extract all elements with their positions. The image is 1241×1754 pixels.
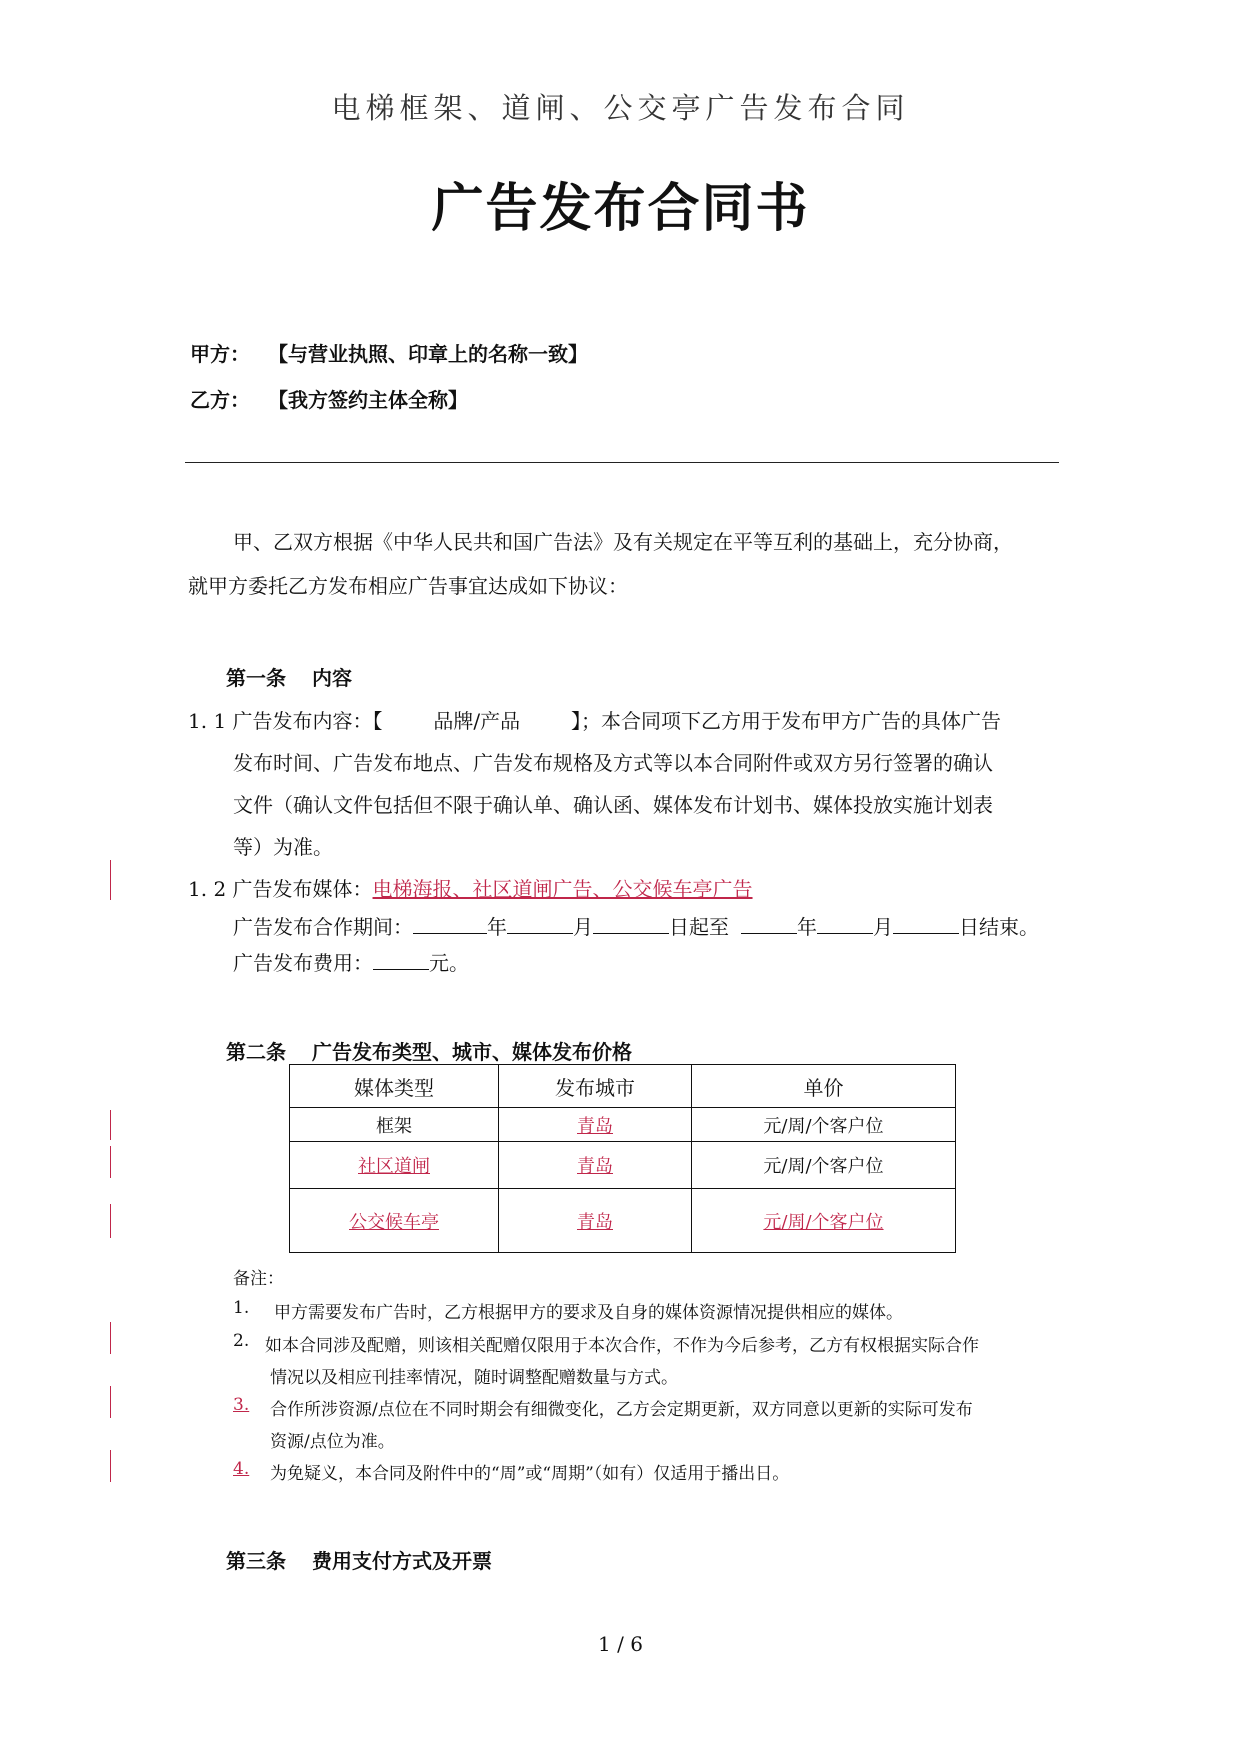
article-2-number: 第二条	[226, 1040, 286, 1064]
party-a	[190, 338, 588, 367]
note-3-line-1: 合作所涉资源/点位在不同时期会有细微变化，乙方会定期更新，双方同意以更新的实际可发布	[270, 1400, 973, 1420]
end-day-label: 日结束。	[959, 915, 1039, 939]
article-2-title: 广告发布类型、城市、媒体发布价格	[312, 1040, 632, 1064]
clause-1-2	[188, 873, 753, 902]
table-header-row	[290, 1065, 956, 1108]
clause-1-1-line-1: 1. 1 广告发布内容：【 品牌/产品 】；本合同项下乙方用于发布甲方广告的具体广告	[188, 709, 1001, 733]
cell-city: 青岛	[499, 1142, 692, 1189]
clause-1-2-media: 电梯海报、社区道闸广告、公交候车亭广告	[372, 877, 753, 901]
party-a-label: 甲方：	[190, 342, 250, 366]
cell-city: 青岛	[499, 1108, 692, 1142]
start-year-blank[interactable]	[413, 913, 487, 934]
note-2-line-1: 如本合同涉及配赠，则该相关配赠仅限用于本次合作，不作为今后参考，乙方有权根据实际合作	[265, 1336, 979, 1356]
fee-label: 广告发布费用：	[233, 951, 373, 975]
header-media-type: 媒体类型	[290, 1065, 499, 1108]
document-header: 电梯框架、道闸、公交亭广告发布合同	[331, 91, 910, 125]
year-label: 年	[487, 915, 507, 939]
cell-media-type: 框架	[290, 1108, 499, 1142]
note-3-line-2: 资源/点位为准。	[270, 1432, 395, 1452]
article-1-heading	[226, 662, 352, 691]
revision-bar	[110, 860, 111, 900]
end-year-blank[interactable]	[741, 913, 797, 934]
header-city: 发布城市	[499, 1065, 692, 1108]
revision-bar	[110, 1110, 111, 1140]
revision-bar	[110, 1450, 111, 1482]
article-3-heading	[226, 1545, 492, 1574]
end-month-blank[interactable]	[817, 913, 873, 934]
advertising-fee	[233, 947, 469, 976]
cell-media-type: 社区道闸	[290, 1142, 499, 1189]
document-title: 广告发布合同书	[431, 179, 810, 239]
end-year-label: 年	[797, 915, 817, 939]
end-month-label: 月	[873, 915, 893, 939]
cell-unit-price: 元/周/个客户位	[692, 1142, 956, 1189]
cell-unit-price: 元/周/个客户位	[692, 1108, 956, 1142]
media-price-table	[289, 1064, 956, 1253]
article-1-number: 第一条	[226, 666, 286, 690]
article-2-heading	[226, 1036, 632, 1065]
start-day-label: 日起至	[669, 915, 729, 939]
cell-unit-price: 元/周/个客户位	[692, 1189, 956, 1253]
cell-city: 青岛	[499, 1189, 692, 1253]
intro-line-2: 就甲方委托乙方发布相应广告事宜达成如下协议：	[188, 574, 628, 598]
note-4-line-1: 为免疑义，本合同及附件中的“周”或“周期”（如有）仅适用于播出日。	[270, 1464, 790, 1484]
period-label: 广告发布合作期间：	[233, 915, 413, 939]
revision-bar	[110, 1204, 111, 1238]
month-label: 月	[573, 915, 593, 939]
table-row	[290, 1142, 956, 1189]
fee-blank[interactable]	[373, 949, 429, 970]
revision-bar	[110, 1322, 111, 1354]
revision-bar	[110, 1146, 111, 1178]
page-number: 1 / 6	[598, 1632, 643, 1656]
end-day-blank[interactable]	[893, 913, 959, 934]
start-day-blank[interactable]	[593, 913, 669, 934]
cell-media-type: 公交候车亭	[290, 1189, 499, 1253]
clause-1-1-line-3: 文件（确认文件包括但不限于确认单、确认函、媒体发布计划书、媒体投放实施计划表	[233, 793, 993, 817]
table-row	[290, 1189, 956, 1253]
start-month-blank[interactable]	[507, 913, 573, 934]
note-3-number: 3.	[233, 1395, 250, 1415]
note-1-line-1: 甲方需要发布广告时，乙方根据甲方的要求及自身的媒体资源情况提供相应的媒体。	[274, 1303, 903, 1323]
clause-1-1-line-2: 发布时间、广告发布地点、广告发布规格及方式等以本合同附件或双方另行签署的确认	[233, 751, 993, 775]
divider-line	[185, 462, 1059, 463]
party-b-label: 乙方：	[190, 388, 250, 412]
notes-label: 备注：	[233, 1269, 284, 1289]
party-b-value: 【我方签约主体全称】	[268, 388, 468, 412]
article-3-number: 第三条	[226, 1549, 286, 1573]
article-3-title: 费用支付方式及开票	[312, 1549, 492, 1573]
cooperation-period	[233, 911, 1039, 940]
party-a-value: 【与营业执照、印章上的名称一致】	[268, 342, 588, 366]
revision-bar	[110, 1386, 111, 1418]
note-2-number: 2.	[233, 1331, 250, 1351]
note-4-number: 4.	[233, 1459, 250, 1479]
note-2-line-2: 情况以及相应刊挂率情况，随时调整配赠数量与方式。	[270, 1368, 678, 1388]
table-row	[290, 1108, 956, 1142]
clause-1-2-label: 1. 2 广告发布媒体：	[188, 877, 373, 901]
intro-line-1: 甲、乙双方根据《中华人民共和国广告法》及有关规定在平等互利的基础上，充分协商，	[233, 530, 1013, 554]
fee-unit: 元。	[429, 951, 469, 975]
note-1-number: 1.	[233, 1298, 250, 1318]
party-b	[190, 384, 468, 413]
header-unit-price: 单价	[692, 1065, 956, 1108]
clause-1-1-line-4: 等）为准。	[233, 835, 333, 859]
article-1-title: 内容	[312, 666, 352, 690]
